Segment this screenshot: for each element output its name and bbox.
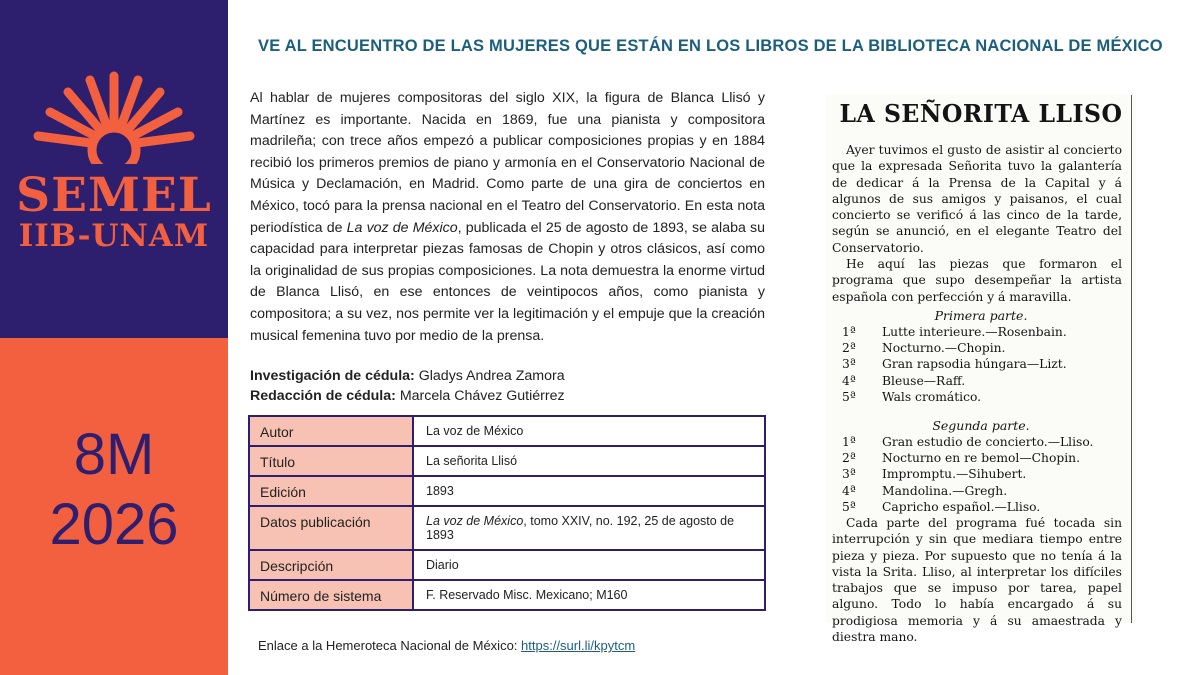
item-text: Impromptu.—Sihubert. xyxy=(882,467,1027,482)
row-value xyxy=(413,506,765,550)
row-value: Diario xyxy=(413,550,765,580)
row-label: Descripción xyxy=(249,550,413,580)
item-number: 3ª xyxy=(842,467,856,482)
description-paragraph xyxy=(250,88,765,347)
research-name: Gladys Andrea Zamora xyxy=(418,368,565,384)
row-label: Número de sistema xyxy=(249,580,413,610)
table-row xyxy=(249,476,765,506)
description-source: La voz de México xyxy=(346,219,458,236)
research-credit xyxy=(250,366,770,386)
footer-link-line xyxy=(258,638,635,653)
list-item xyxy=(842,499,1136,515)
footer-prefix: Enlace a la Hemeroteca Nacional de México: xyxy=(258,638,522,653)
item-text: Bleuse—Raff. xyxy=(882,373,966,388)
table-row xyxy=(249,550,765,580)
list-item xyxy=(842,356,1136,372)
logo-subtitle: IIB-UNAM xyxy=(18,218,210,254)
event-year: 2026 xyxy=(49,492,179,557)
newspaper-clipping-image xyxy=(826,95,1136,645)
table-row xyxy=(249,416,765,446)
hemeroteca-link[interactable]: https://surl.li/kpytcm xyxy=(521,638,636,653)
item-number: 2ª xyxy=(842,451,856,466)
item-number: 1ª xyxy=(842,434,856,449)
credits xyxy=(250,366,770,406)
table-row xyxy=(249,446,765,476)
row-label: Edición xyxy=(249,476,413,506)
clipping-paragraph: Ayer tuvimos el gusto de asistir al concierto que la expresada Señorita tuvo la galantería de dedicar á la Prensa de la Capital y á algunos de sus amigos y paisanos, el cual concierto se verificó á las cinco de la tarde, según se anunció, en el elegante Teatro del Conservatorio. xyxy=(832,143,1122,255)
item-text: Capricho español.—Lliso. xyxy=(882,499,1041,514)
item-text: Gran estudio de concierto.—Lliso. xyxy=(882,434,1094,449)
writing-credit xyxy=(250,386,770,406)
row-value: 1893 xyxy=(413,476,765,506)
list-item xyxy=(842,466,1136,482)
row-value: F. Reservado Misc. Mexicano; M160 xyxy=(413,580,765,610)
item-text: Nocturno.—Chopin. xyxy=(882,341,1006,356)
table-row xyxy=(249,506,765,550)
clipping-headline: LA SEÑORITA LLISO xyxy=(839,99,1123,128)
list-item xyxy=(842,324,1136,340)
item-text: Gran rapsodia húngara—Lizt. xyxy=(882,357,1067,372)
writing-label: Redacción de cédula: xyxy=(250,388,396,404)
row-label: Autor xyxy=(249,416,413,446)
clipping-part-title: Primera parte. xyxy=(934,307,1028,323)
event-date xyxy=(0,420,228,560)
list-item xyxy=(842,450,1136,466)
description-part2: , publicada el 25 de agosto de 1893, se alaba su capacidad para interpretar piezas famosas de Chopin y otros clásicos, así como la originalidad de sus propias composiciones. La nota demuestra la enorme virtud de Blanca Llisó, en ese entonces de veintipocos años, como pianista y compositora; a su vez, nos permite ver la legitimación y el empuje que la creación musical femenina tuvo por medio de la prensa. xyxy=(250,219,766,344)
list-item xyxy=(842,389,1136,405)
item-number: 5ª xyxy=(842,499,856,514)
row-value-source: La voz de México xyxy=(426,514,524,528)
program-list xyxy=(826,434,1136,515)
row-label: Título xyxy=(249,446,413,476)
item-number: 3ª xyxy=(842,357,856,372)
row-value-detail: , tomo XXIV, no. 192, 25 de agosto de 1893 xyxy=(426,514,735,542)
clipping-paragraph: Cada parte del programa fué tocada sin interrupción y sin que mediara tiempo entre pieza y pieza. Por supuesto que no tenía á la vista la Srita. Lliso, al interpretar los difíciles trabajos que se impuso por tarea, papel alguno. Todo lo había encargado á su prodigiosa memoria y á su amaestrada y diestra mano. xyxy=(832,516,1122,645)
program-list xyxy=(826,324,1136,405)
writing-name: Marcela Chávez Gutiérrez xyxy=(399,388,565,404)
clipping-paragraph: He aquí las piezas que formaron el programa que supo desempeñar la artista española con perfección y á maravilla. xyxy=(832,257,1122,304)
column-rule xyxy=(1131,95,1133,623)
list-item xyxy=(842,340,1136,356)
item-number: 5ª xyxy=(842,389,856,404)
item-number: 4ª xyxy=(842,373,856,388)
clipping-part-title: Segunda parte. xyxy=(932,417,1030,433)
item-text: Mandolina.—Gregh. xyxy=(882,483,1008,498)
spacer xyxy=(826,405,1136,415)
list-item xyxy=(842,373,1136,389)
bibliographic-table xyxy=(248,415,766,611)
research-label: Investigación de cédula: xyxy=(250,368,415,384)
page-title: VE AL ENCUENTRO DE LAS MUJERES QUE ESTÁN EN LOS LIBROS DE LA BIBLIOTECA NACIONAL DE MÉXICO xyxy=(258,37,1163,55)
item-text: Wals cromático. xyxy=(882,389,982,404)
row-label: Datos publicación xyxy=(249,506,413,550)
brand-panel xyxy=(0,0,228,338)
list-item xyxy=(842,434,1136,450)
list-item xyxy=(842,483,1136,499)
table-row xyxy=(249,580,765,610)
item-text: Lutte interieure.—Rosenbain. xyxy=(882,324,1067,339)
row-value: La voz de México xyxy=(413,416,765,446)
item-text: Nocturno en re bemol—Chopin. xyxy=(882,451,1080,466)
sun-rays-logo-icon xyxy=(24,68,204,178)
row-value: La señorita Llisó xyxy=(413,446,765,476)
item-number: 2ª xyxy=(842,341,856,356)
description-part1: Al hablar de mujeres compositoras del siglo XIX, la figura de Blanca Llisó y Martínez es importante. Nacida en 1869, fue una pianista y compositora madrileña; con trece años empezó a publicar composiciones propias y en 1884 recibió los primeros premios de piano y armonía en el Conservatorio Nacional de Música y Declamación, en Madrid. Como parte de una gira de conciertos en México, tocó para la prensa nacional en el Teatro del Conservatorio. En esta nota periodística de xyxy=(250,90,765,236)
item-number: 4ª xyxy=(842,483,856,498)
logo-title: SEMEL xyxy=(16,168,212,223)
item-number: 1ª xyxy=(842,324,856,339)
event-label: 8M xyxy=(73,422,155,487)
